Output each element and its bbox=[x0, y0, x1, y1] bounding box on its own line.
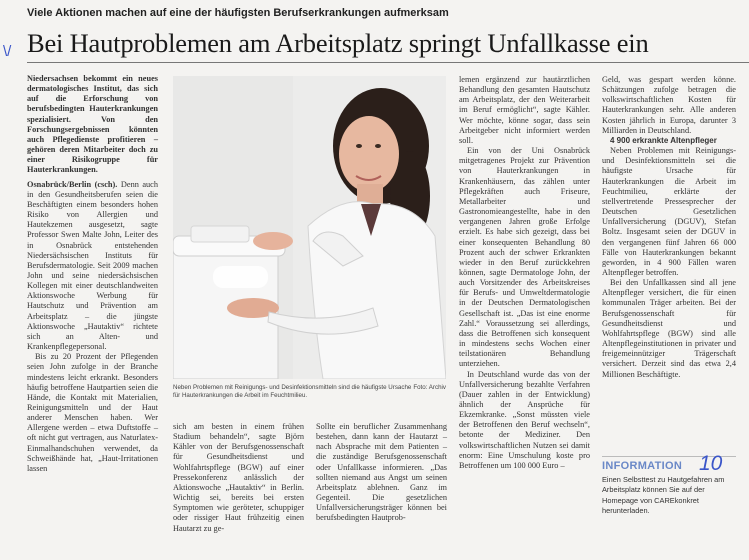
dateline: Osnabrück/Berlin (csch). bbox=[27, 179, 118, 189]
photo-credit: Foto: Archiv bbox=[413, 384, 446, 391]
column-5 bbox=[602, 75, 736, 380]
paragraph: Bis zu 20 Prozent der Pflegenden seien John zufolge in der Branche mindestens leicht erkrankt. Besonders häufig betroffene Hautpartien seien die Hände, die Kontakt mit Materialien, Reinigungsmitteln und der Haut anderer Menschen haben. Wer Allergene werden – etwa Duftstoffe – oft nicht gut vertragen, aus Naturlatex-Einmalhandschuhen verwendet, da Schweißhände hat, „Haut-Irritationen lassen bbox=[27, 352, 158, 473]
paragraph: sich am besten in einem frühen Stadium behandeln“, sagte Björn Kähler von der Berufsgenossenschaft für Gesundheitsdienst und Wohlfahrtspflege (BGW) auf einer Pressekonferenz anlässlich der Aktionswoche „Hautaktiv“ in Berlin. Wichtig sei, bereits bei ersten Symptomen wie geröteter, schuppiger oder rissiger Haut frühzeitig einen Hautarzt zu ge- bbox=[173, 422, 304, 533]
paragraph: In Deutschland wurde das von der Unfallversicherung bezahlte Verfahren (Dauer zahlen in der Entwicklung) ähnlich der Ansprüche für Ekzemkranke. „Sonst müssten viele der Betroffenen den Beruf wechseln“, betonte der Mediziner. Den volkswirtschaftlichen Nutzen sei damit enorm: Eine Umschulung koste pro Betroffenen um 100 000 Euro – bbox=[459, 369, 590, 470]
lead-paragraph: Niedersachsen bekommt ein neues dermatologisches Institut, das sich auf die Erforschung von berufsbedingten Hauterkrankungen spezialisiert. Von den Forschungsergebnissen könnten auch Pflegedienste profitieren – gehören deren Mitarbeiter doch zu einer Risikogruppe für Hauterkrankungen. bbox=[27, 74, 158, 175]
article-photo bbox=[173, 76, 446, 379]
paragraph: Neben Problemen mit Reinigungs- und Desinfektionsmitteln sei die häufigste Ursache für Hauterkrankungen die Arbeit im Feuchtmilieu, erklärte der stellvertretende Pressesprecher der Deutschen Gesetzlichen Unfallversicherung (DGUV), Stefan Boltz. Insgesamt seien der DGUV in den vergangenen fünf Jahren 66 000 Fälle von Hauterkrankungen bekannt geworden, in 4 900 Fällen waren Altenpfleger betroffen. bbox=[602, 146, 736, 277]
paragraph: Geld, was gespart werden könne. Schätzungen zufolge betragen die volkswirtschaftlichen Kosten für Hauterkrankungen sehr. Alle anderen Kosten jährlich in Europa, darunter 3 Milliarden in Deutschland. bbox=[602, 75, 736, 135]
column-3 bbox=[316, 422, 447, 524]
headline: Bei Hautproblemen am Arbeitsplatz springt Unfallkasse ein bbox=[27, 28, 649, 58]
column-4 bbox=[459, 75, 590, 471]
handwritten-page-number: 10 bbox=[699, 452, 723, 475]
paragraph bbox=[27, 180, 158, 353]
paragraph: Sollte ein beruflicher Zusammenhang bestehen, dann kann der Hautarzt – nach Absprache mit dem Patienten – die zuständige Berufsgenossenschaft oder Unfallkasse informieren. „Das sollten niemand aus Angst um seinen Arbeitsplatz ablehnen. Ganz im Gegenteil. Die gesetzlichen Unfallversicherungsträger können bei berufsbedingten Hautprob- bbox=[316, 422, 447, 523]
caption-text: Neben Problemen mit Reinigungs- und Desinfektionsmitteln sind die häufigste Ursache für Hauterkrankungen die Arbeit im Feuchtmilieu. bbox=[173, 384, 412, 399]
info-text: Einen Selbsttest zu Hautgefahren am Arbeitsplatz können Sie auf der Homepage von CAREkonkret herunterladen. bbox=[602, 475, 725, 515]
paragraph: lemen ergänzend zur hautärztlichen Behandlung den gesamten Hautschutz am Arbeitsplatz, der den Weiterarbeit im Beruf ermöglicht“, sagte Kähler. Wer möchte, könne sogar, dass sein Arbeitgeber nicht informiert werden soll. bbox=[459, 75, 590, 145]
header-rule bbox=[27, 62, 749, 63]
kicker: Viele Aktionen machen auf eine der häufigsten Berufserkrankungen aufmerksam bbox=[27, 7, 449, 19]
paragraph: Ein von der Uni Osnabrück mitgetragenes Projekt zur Prävention von Hauterkrankungen in Krankenhäusern, das zählen unter Pflegekräften auch Friseure, Metallarbeiter und Gastronomieangestellte, habe in den vergangenen Jahren große Erfolge erzielt. Es habe sich gezeigt, dass bei einer konsequenten Behandlung 80 Prozent auch der schwer Erkrankten wieder in den Beruf zurückkehren können, sagte Dermatologe John, der auch Vorsitzender des Arbeitskreises für Berufs- und Umweltdermatologie in der Deutschen Dermatologischen Gesellschaft ist. „Das ist eine enorme Zahl.“ Voraussetzung sei allerdings, dass die Betroffenen sich konsequent in mindestens sechs Wochen einer teilstationären Behandlung unterziehen. bbox=[459, 146, 590, 369]
subheading: 4 900 erkrankte Altenpfleger bbox=[610, 135, 717, 145]
column-2 bbox=[173, 422, 304, 534]
nurse-washing-hands-illustration bbox=[173, 76, 446, 379]
handwritten-check-mark: \/ bbox=[3, 43, 12, 60]
info-title: INFORMATION bbox=[602, 456, 736, 472]
column-1 bbox=[27, 74, 158, 474]
paragraph: Bei den Unfallkassen sind all jene Altenpfleger versichert, die für einen kommunalen Träger arbeiten. Bei der Berufsgenossenschaft für Gesundheitsdienst und Wohlfahrtspflege (BGW) sind alle Altenpflegeinstitutionen in privater und freigemeinnütziger Trägerschaft versichert. Derzeit sind das etwa 2,4 Millionen Beschäftigte. bbox=[602, 278, 736, 379]
paragraph-text: Denn auch in den Gesundheitsberufen seien die Beschäftigten einem besonders hohen Risiko von Allergien und Hautekzemen ausgesetzt, sagte Professor Swen Malte John, Leiter des in Osnabrück entstehenden Niedersächsischen Instituts für Berufsdermatologie. Seit 2009 machen John und seine niedersächsischen Kollegen mit einer deutschlandweiten Aktionswoche Werbung für Hautschutz und Prävention am Arbeitsplatz – die jüngste Aktionswoche „Hautaktiv“ richtete sich an Alten- und Krankenpflegepersonal. bbox=[27, 179, 159, 352]
photo-caption bbox=[173, 384, 446, 400]
